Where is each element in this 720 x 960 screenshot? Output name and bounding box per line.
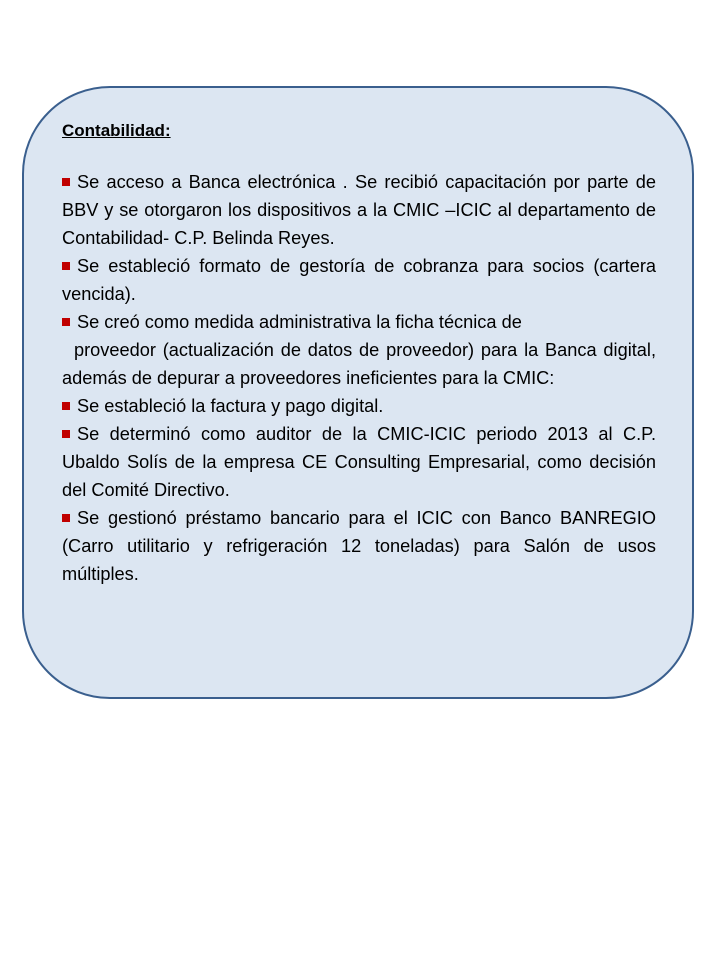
bullet-text: Se creó como medida administrativa la ficha técnica de [77,312,522,332]
bullet-item [62,252,656,308]
square-bullet-icon [62,514,70,522]
bullet-text: Se estableció la factura y pago digital. [77,396,384,416]
square-bullet-icon [62,430,70,438]
bullet-item [62,308,656,336]
bullet-list [62,168,656,588]
square-bullet-icon [62,262,70,270]
square-bullet-icon [62,402,70,410]
bullet-item [62,504,656,588]
bullet-text: Se gestionó préstamo bancario para el ICIC con Banco BANREGIO (Carro utilitario y refrigeración 12 toneladas) para Salón de usos múltiples. [62,508,656,584]
bullet-item [62,168,656,252]
bullet-text: Se acceso a Banca electrónica . Se recibió capacitación por parte de BBV y se otorgaron los dispositivos a la CMIC –ICIC al departamento de Contabilidad- C.P. Belinda Reyes. [62,172,656,248]
bullet-item [62,392,656,420]
bullet-continuation: proveedor (actualización de datos de proveedor) para la Banca digital, además de depurar a proveedores ineficientes para la CMIC: [62,340,656,388]
square-bullet-icon [62,318,70,326]
bullet-text: Se estableció formato de gestoría de cobranza para socios (cartera vencida). [62,256,656,304]
square-bullet-icon [62,178,70,186]
bullet-text: Se determinó como auditor de la CMIC-ICIC periodo 2013 al C.P. Ubaldo Solís de la empresa CE Consulting Empresarial, como decisión del Comité Directivo. [62,424,656,500]
section-heading: Contabilidad: [62,121,171,140]
bullet-item [62,420,656,504]
content-panel [22,86,694,699]
